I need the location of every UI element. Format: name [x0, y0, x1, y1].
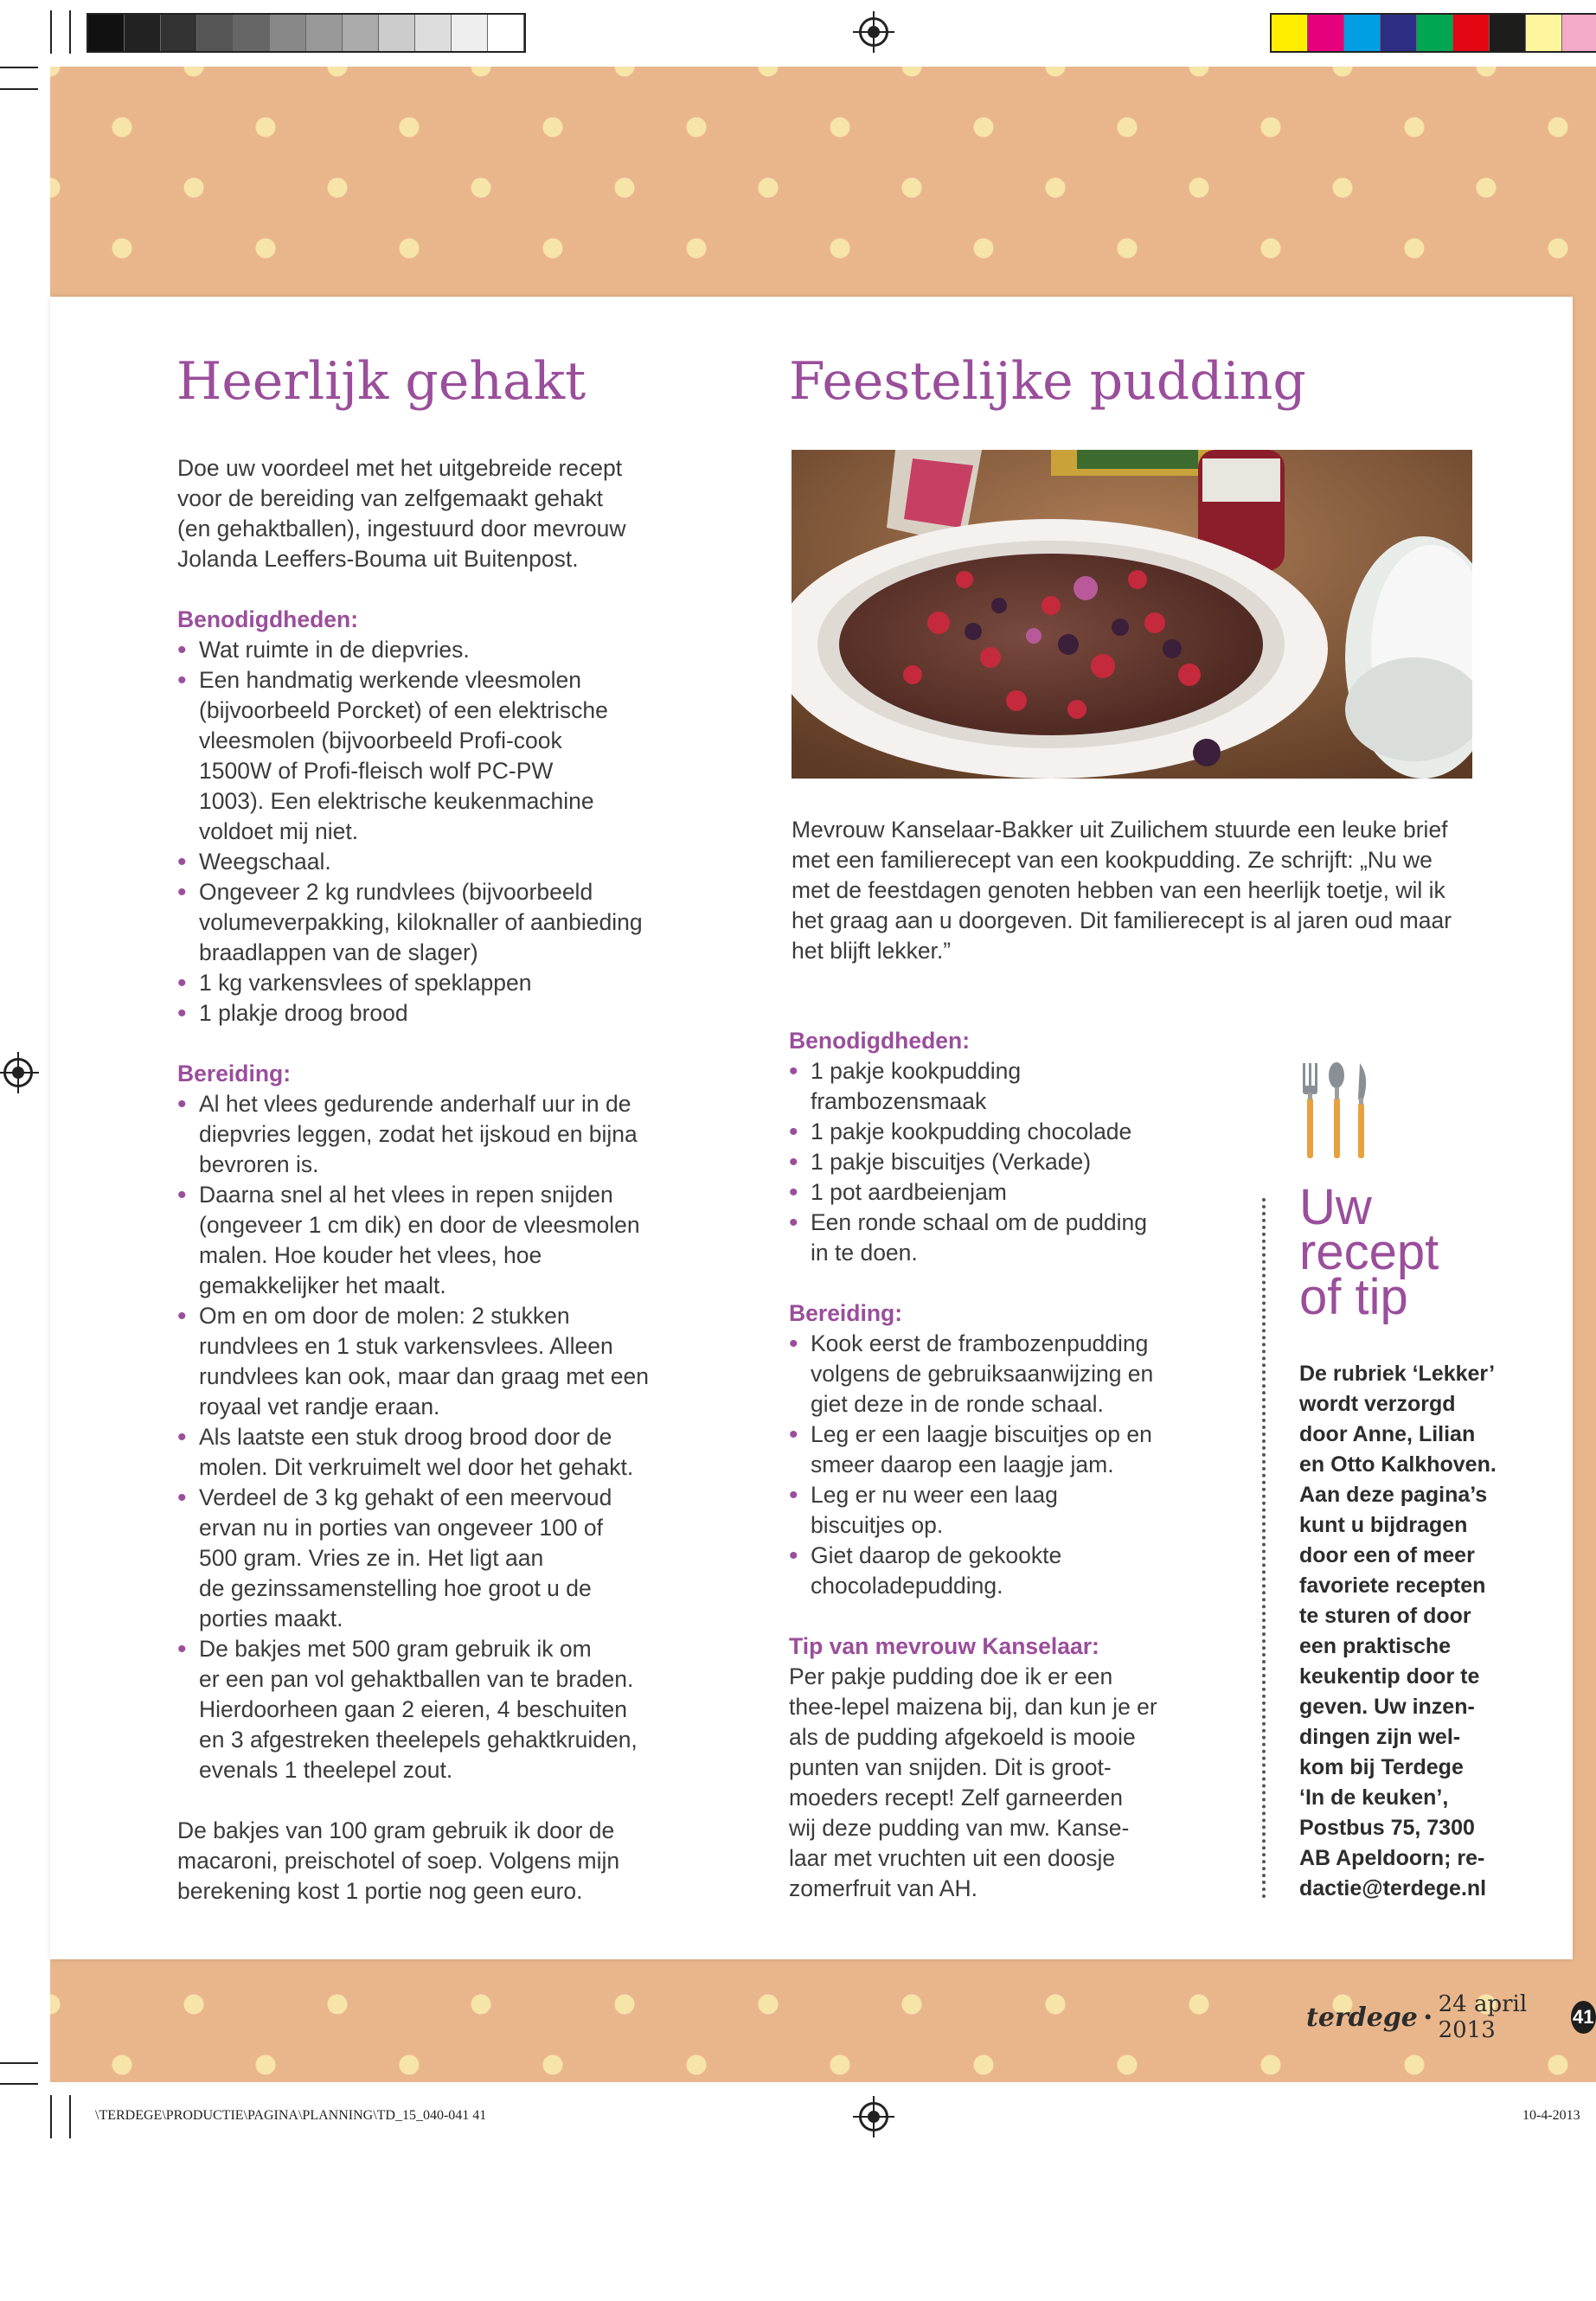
list-item: • Wat ruimte in de diepvries. — [177, 635, 662, 665]
crop-mark — [0, 88, 38, 90]
list-item: • Ongeveer 2 kg rundvlees (bijvoorbeeld volumeverpakking, kiloknaller of aanbieding braadlappen van de slager) — [177, 877, 662, 968]
list-item: • Giet daarop de gekookte chocoladepudding. — [789, 1541, 1170, 1601]
grayscale-calibration-bar — [87, 13, 526, 53]
right-needs-heading: Benodigdheden: — [789, 1028, 971, 1054]
right-prep-heading: Bereiding: — [789, 1300, 903, 1326]
list-item: • Een handmatig werkende vleesmolen (bijvoorbeeld Porcket) of een elektrische vleesmolen (bijvoorbeeld Profi-cook 1500W of Profi-fleisch wolf PC-PW 1003). Een elektrische keukenmachine voldoet mij niet. — [177, 665, 662, 847]
crop-mark — [0, 2083, 38, 2085]
list-item: • Al het vlees gedurende anderhalf uur in de diepvries leggen, zodat het ijskoud en bijna bevroren is. — [177, 1089, 662, 1180]
terdege-logo: terdege — [1306, 2002, 1418, 2033]
list-item: • 1 pakje kookpudding frambozensmaak — [789, 1056, 1170, 1117]
issue-date: 24 april 2013 — [1438, 1991, 1528, 2043]
list-item: • De bakjes met 500 gram gebruik ik om er een pan vol gehaktballen van te braden. Hierdoorheen gaan 2 eieren, 4 beschuiten en 3 afgestreken theelepels gehaktkruiden, evenals 1 theelepel zout. — [177, 1634, 662, 1785]
list-item: • Kook eerst de frambozenpudding volgens de gebruiksaanwijzing en giet deze in de ronde schaal. — [789, 1329, 1170, 1420]
registration-mark-icon — [3, 1058, 33, 1087]
crop-mark — [0, 67, 38, 68]
left-outro: De bakjes van 100 gram gebruik ik door de macaroni, preischotel of soep. Volgens mijn berekening kost 1 portie nog geen euro. — [177, 1817, 620, 1904]
list-item: • Om en om door de molen: 2 stukken rundvlees en 1 stuk varkensvlees. Alleen rundvlees kan ook, maar dan graag met een royaal vet randje eraan. — [177, 1301, 662, 1422]
pudding-photo — [792, 450, 1472, 779]
left-needs-list — [177, 635, 662, 1029]
registration-mark-icon — [859, 2102, 888, 2131]
left-article-title: Heerlijk gehakt — [176, 351, 586, 412]
color-calibration-bar — [1270, 13, 1596, 53]
left-prep-list — [177, 1089, 662, 1785]
list-item: • Daarna snel al het vlees in repen snijden (ongeveer 1 cm dik) en door de vleesmolen malen. Hoe kouder het vlees, hoe gemakkelijker het maalt. — [177, 1180, 662, 1301]
list-item: • 1 plakje droog brood — [177, 998, 662, 1029]
list-item: • Verdeel de 3 kg gehakt of een meervoud ervan nu in porties van ongeveer 100 of 500 gram. Vries ze in. Het ligt aan de gezinssamenstelling hoe groot u de porties maakt. — [177, 1483, 662, 1634]
list-item: • 1 pot aardbeienjam — [789, 1177, 1170, 1208]
list-item: • Als laatste een stuk droog brood door de molen. Dit verkruimelt wel door het gehakt. — [177, 1422, 662, 1483]
left-article-body — [177, 453, 662, 1907]
right-needs-list — [789, 1056, 1170, 1268]
file-path-slug: \TERDEGE\PRODUCTIE\PAGINA\PLANNING\TD_15_040-041 41 — [95, 2108, 487, 2123]
list-item: • Een ronde schaal om de pudding in te doen. — [789, 1208, 1170, 1268]
right-article-body — [789, 1026, 1170, 1904]
right-prep-list — [789, 1329, 1170, 1601]
tip-text: Per pakje pudding doe ik er een thee-lepel maizena bij, dan kun je er als de pudding afgekoeld is mooie punten van snijden. Dit is groot- moeders recept! Zelf garneerden wij deze pudding van mw. Kanse- laar met vruchten uit een doosje zomerfruit van AH. — [789, 1663, 1157, 1901]
dotted-divider — [1262, 1198, 1266, 1899]
left-needs-heading: Benodigdheden: — [177, 606, 359, 632]
list-item: • Leg er een laagje biscuitjes op en smeer daarop een laagje jam. — [789, 1420, 1170, 1480]
crop-mark — [69, 10, 71, 54]
list-item: • 1 pakje biscuitjes (Verkade) — [789, 1147, 1170, 1177]
sidebox-text: De rubriek ‘Lekker’ wordt verzorgd door Anne, Lilian en Otto Kalkhoven. Aan deze pagina’s kunt u bijdragen door een of meer favoriete recepten te sturen of door een praktische keukentip door te geven. Uw inzen- dingen zijn wel- kom bij Terdege ‘In de keuken’, Postbus 75, 7300 AB Apeldoorn; re- dactie@terdege.nl — [1299, 1362, 1497, 1900]
crop-mark — [69, 2095, 71, 2138]
print-date-slug: 10-4-2013 — [1522, 2108, 1580, 2123]
sidebox-title: Uw recept of tip — [1299, 1179, 1439, 1325]
right-intro: Mevrouw Kanselaar-Bakker uit Zuilichem stuurde een leuke brief met een familierecept van een kookpudding. Ze schrijft: „Nu we met de feestdagen genoten hebben van een heerlijk toetje, wil ik het graag aan u doorgeven. Dit familierecept is al jaren oud maar het blijft lekker.” — [792, 817, 1452, 964]
list-item: • 1 pakje kookpudding chocolade — [789, 1117, 1170, 1147]
crop-mark — [50, 10, 52, 54]
left-intro: Doe uw voordeel met het uitgebreide recept voor de bereiding van zelfgemaakt gehakt (en gehaktballen), ingestuurd door mevrouw Jolanda Leeffers-Bouma uit Buitenpost. — [177, 455, 626, 572]
page-number: 41 — [1571, 2001, 1596, 2034]
cutlery-icon — [1299, 1060, 1377, 1168]
page-footer — [1306, 1991, 1596, 2043]
list-item: • 1 kg varkensvlees of speklappen — [177, 968, 662, 998]
registration-mark-icon — [859, 17, 888, 47]
list-item: • Leg er nu weer een laag biscuitjes op. — [789, 1480, 1170, 1541]
crop-mark — [50, 2095, 52, 2138]
list-item: • Weegschaal. — [177, 847, 662, 877]
footer-bullet: • — [1424, 2006, 1432, 2028]
tip-heading: Tip van mevrouw Kanselaar: — [789, 1633, 1099, 1659]
left-prep-heading: Bereiding: — [177, 1061, 292, 1086]
crop-mark — [0, 2062, 38, 2064]
right-article-title: Feestelijke pudding — [789, 351, 1306, 412]
